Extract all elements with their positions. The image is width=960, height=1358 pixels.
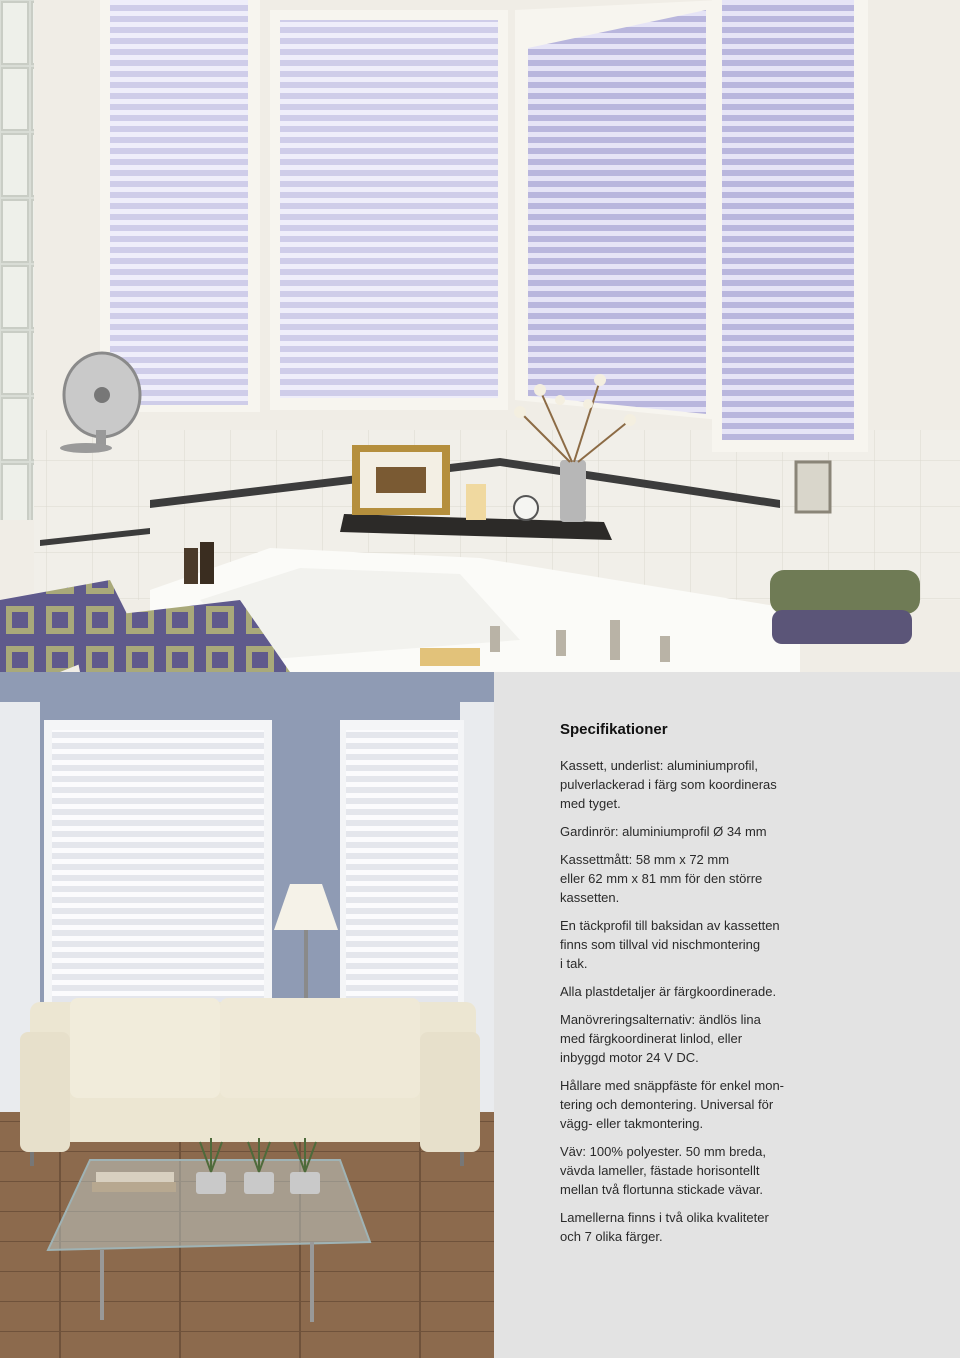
living-room-photo: [0, 672, 494, 1358]
specifications-content: [560, 720, 800, 1255]
spec-cassette-dimensions: Kassettmått: 58 mm x 72 mm eller 62 mm x 81 mm för den större kassetten.: [560, 852, 763, 905]
spec-cover-profile: En täckprofil till baksidan av kassetten finns som tillval vid nischmontering i tak.: [560, 918, 780, 971]
bathroom-illustration: [0, 0, 960, 672]
bathroom-photo: [0, 0, 960, 672]
spec-qualities-colors: Lamellerna finns i två olika kvaliteter och 7 olika färger.: [560, 1210, 769, 1244]
spec-fabric: Väv: 100% polyester. 50 mm breda, vävda lameller, fästade horisontellt mellan två flortunna stickade vävar.: [560, 1144, 766, 1197]
spec-operation: Manövreringsalternativ: ändlös lina med färgkoordinerat linlod, eller inbyggd motor 24 V DC.: [560, 1012, 761, 1065]
living-room-illustration: [0, 672, 494, 1358]
spec-cassette-material: Kassett, underlist: aluminiumprofil, pulverlackerad i färg som koordineras med tyget.: [560, 758, 777, 811]
spec-curtain-rod: Gardinrör: aluminiumprofil Ø 34 mm: [560, 824, 767, 839]
spec-plastic-details: Alla plastdetaljer är färgkoordinerade.: [560, 984, 777, 999]
specifications-heading: Specifikationer: [560, 721, 668, 738]
spec-brackets: Hållare med snäppfäste för enkel mon- tering och demontering. Universal för vägg- eller takmontering.: [560, 1078, 785, 1131]
specifications-panel: [494, 672, 960, 1358]
